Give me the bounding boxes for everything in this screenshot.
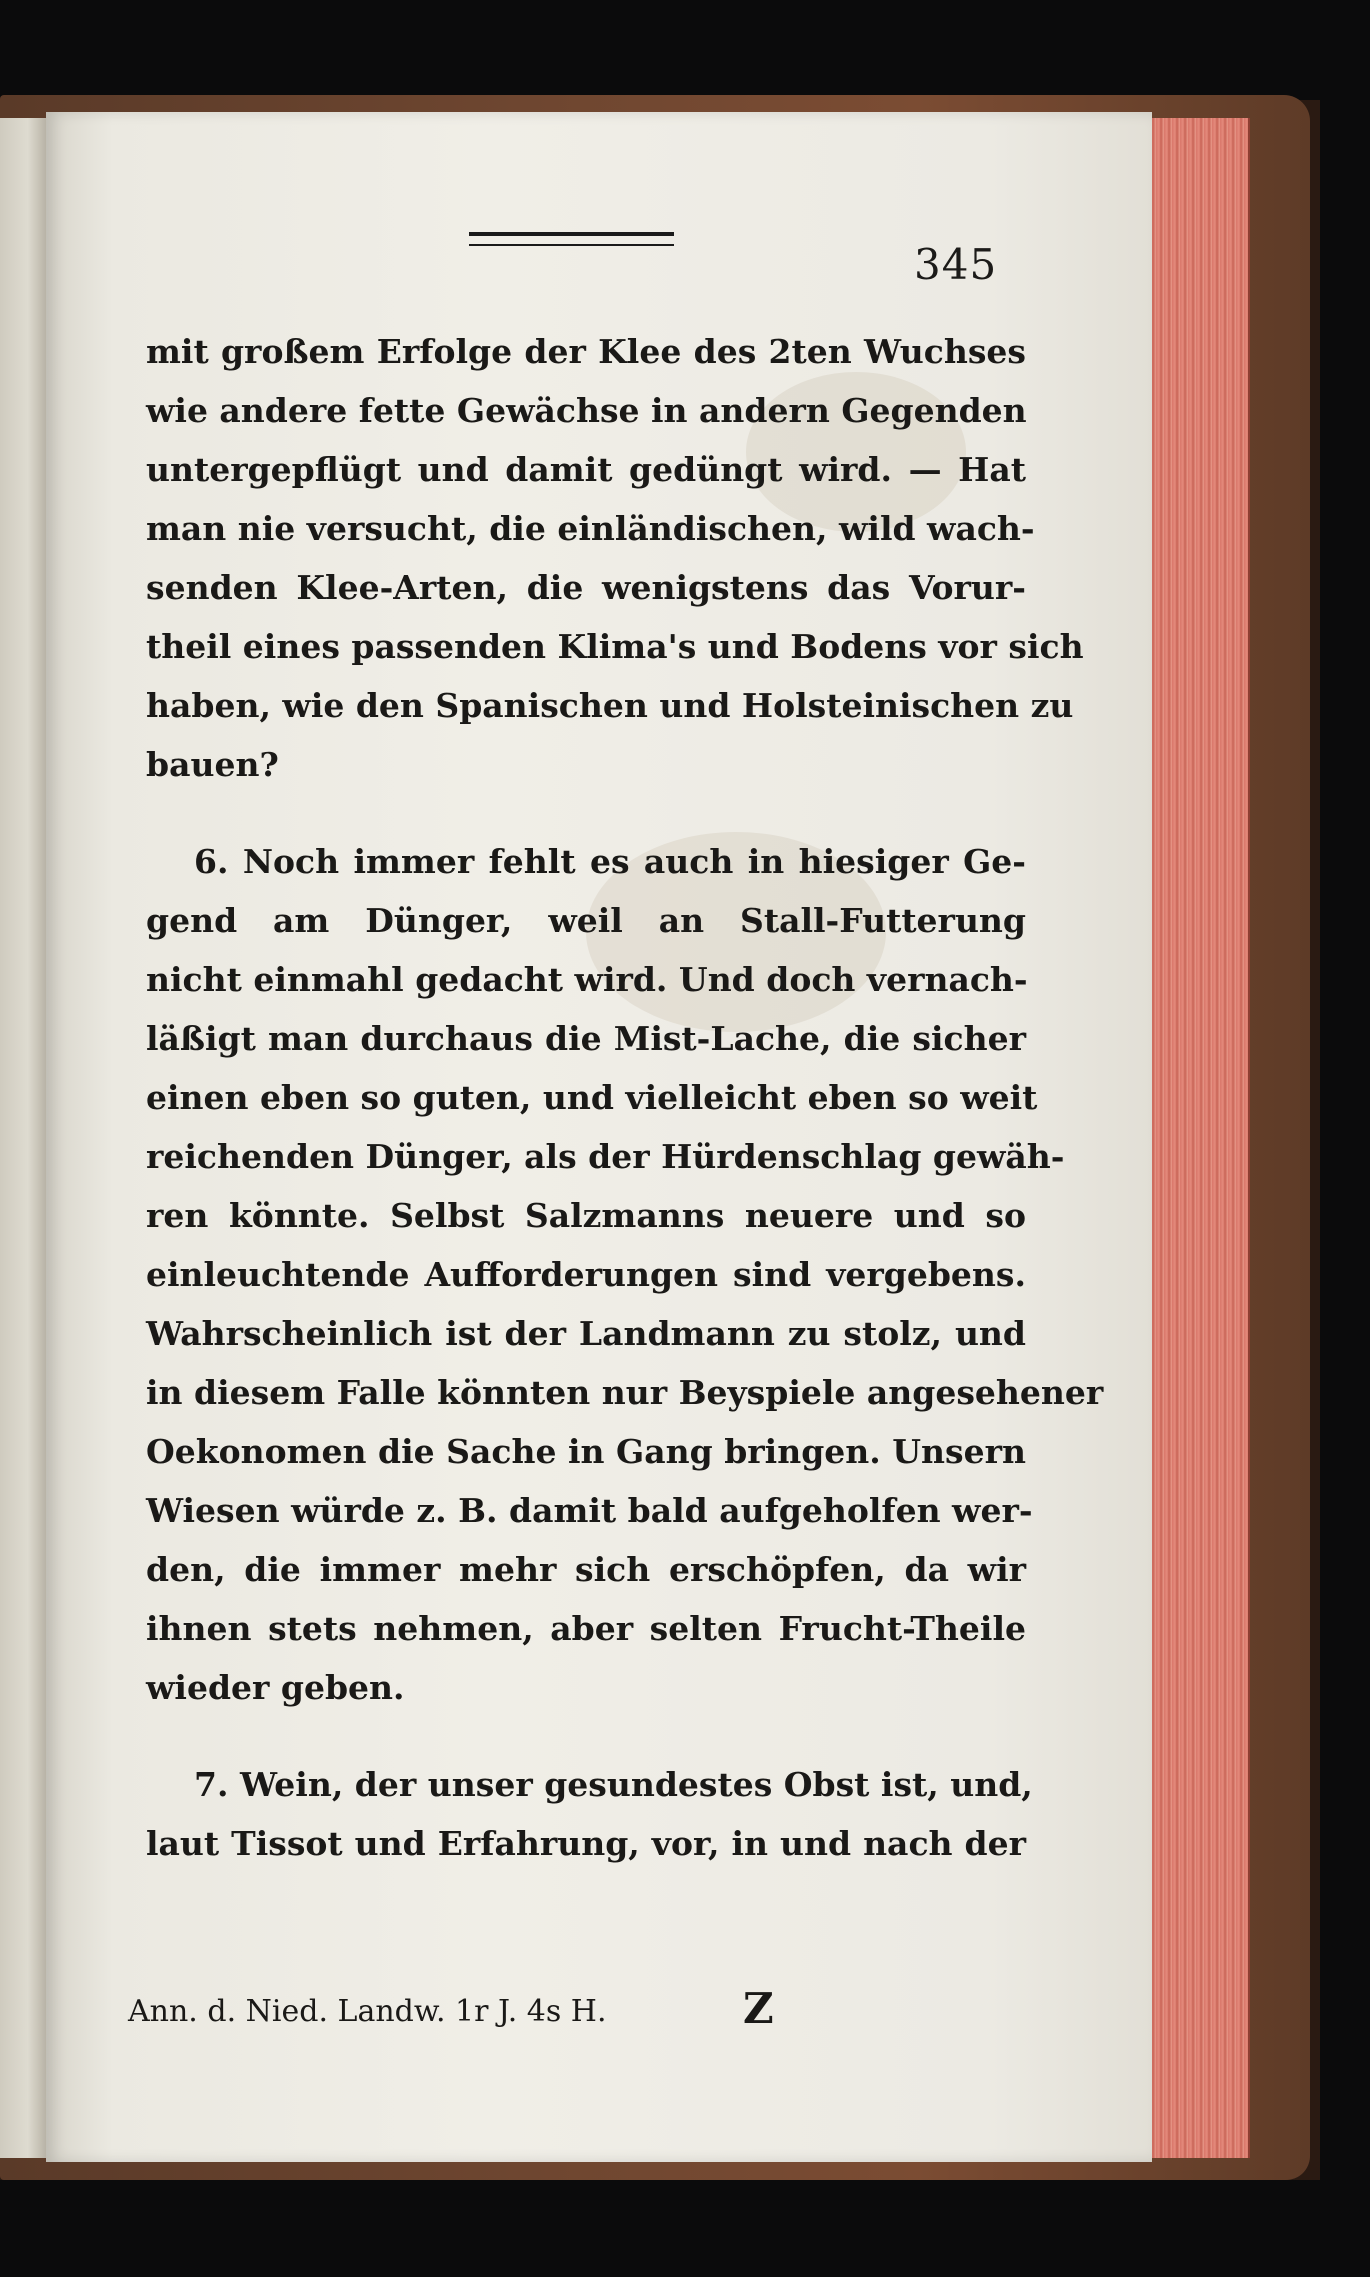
text-line: in diesem Falle könnten nur Beyspiele angesehener xyxy=(146,1373,1104,1412)
text-line: nicht einmahl gedacht wird. Und doch vernach- xyxy=(146,960,1028,999)
text-line: einen eben so guten, und vielleicht eben so weit xyxy=(146,1078,1038,1117)
body-text xyxy=(146,322,1104,1873)
text-line: reichenden Dünger, als der Hürdenschlag gewäh- xyxy=(146,1137,1065,1176)
header-rule xyxy=(469,232,674,236)
text-line: senden Klee-Arten, die wenigstens das Vorur- xyxy=(146,568,1026,607)
text-line: Oekonomen die Sache in Gang bringen. Unsern xyxy=(146,1432,1026,1471)
text-line: ihnen stets nehmen, aber selten Frucht-Theile xyxy=(146,1609,1026,1648)
left-page-edge xyxy=(0,118,46,2158)
text-line: mit großem Erfolge der Klee des 2ten Wuchses xyxy=(146,332,1026,371)
text-line: laut Tissot und Erfahrung, vor, in und nach der xyxy=(146,1824,1026,1863)
text-line: untergepflügt und damit gedüngt wird. — Hat xyxy=(146,450,1026,489)
text-line: wieder geben. xyxy=(146,1668,405,1707)
text-line: Wahrscheinlich ist der Landmann zu stolz, und xyxy=(146,1314,1026,1353)
text-line: bauen? xyxy=(146,745,279,784)
text-line: theil eines passenden Klima's und Bodens vor sich xyxy=(146,627,1084,666)
text-line: haben, wie den Spanischen und Holsteinischen zu xyxy=(146,686,1074,725)
page-edges xyxy=(1148,118,1250,2158)
paragraph-gap xyxy=(146,794,1026,832)
text-line: 7. Wein, der unser gesundestes Obst ist, und, xyxy=(194,1765,1033,1804)
text-line: ren könnte. Selbst Salzmanns neuere und so xyxy=(146,1196,1026,1235)
text-line: läßigt man durchaus die Mist-Lache, die sicher xyxy=(146,1019,1026,1058)
text-line: Wiesen würde z. B. damit bald aufgeholfen wer- xyxy=(146,1491,1033,1530)
text-line: 6. Noch immer fehlt es auch in hiesiger Ge- xyxy=(194,842,1026,881)
printer-signature: Ann. d. Nied. Landw. 1r J. 4s H. xyxy=(128,1994,607,2029)
text-line: man nie versucht, die einländischen, wild wach- xyxy=(146,509,1035,548)
text-line: einleuchtende Aufforderungen sind vergebens. xyxy=(146,1255,1026,1294)
text-line: gend am Dünger, weil an Stall-Futterung xyxy=(146,901,1026,940)
text-line: wie andere fette Gewächse in andern Gegenden xyxy=(146,391,1027,430)
page-number: 345 xyxy=(914,240,998,289)
header-rule xyxy=(469,244,674,246)
paragraph-gap xyxy=(146,1717,1026,1755)
signature-mark: Z xyxy=(743,1984,774,2033)
text-line: den, die immer mehr sich erschöpfen, da wir xyxy=(146,1550,1026,1589)
book-page xyxy=(46,112,1152,2162)
